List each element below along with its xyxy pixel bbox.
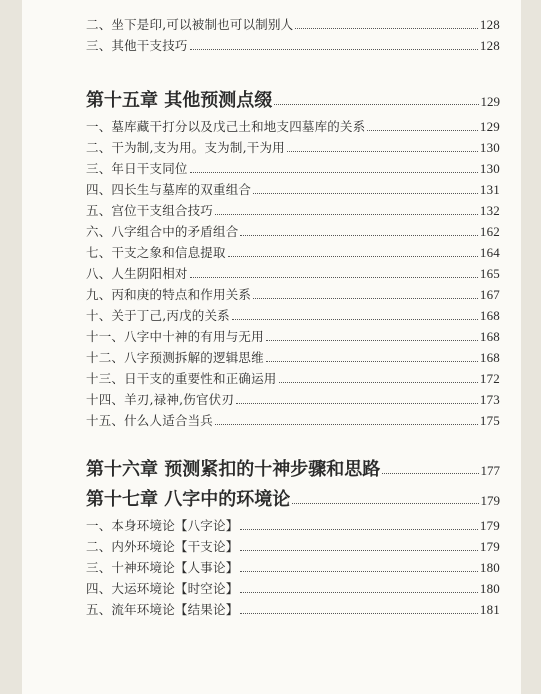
leader-dots [295, 27, 478, 29]
leader-dots [228, 255, 478, 257]
entry-title: 一、本身环境论【八字论】 [86, 518, 239, 533]
toc-entry[interactable] [86, 557, 500, 578]
page-number: 130 [479, 161, 500, 176]
entry-title: 四、大运环境论【时空论】 [86, 581, 239, 596]
page-number: 162 [479, 224, 500, 239]
page-number: 129 [480, 94, 500, 109]
leader-dots [190, 276, 478, 278]
leader-dots [240, 528, 477, 530]
toc-entry[interactable] [86, 221, 500, 242]
toc-chapter-16[interactable] [86, 455, 500, 485]
leader-dots [240, 591, 477, 593]
leader-dots [292, 502, 478, 504]
toc-entry[interactable] [86, 389, 500, 410]
toc-entry[interactable] [86, 263, 500, 284]
toc-entry[interactable] [86, 116, 500, 137]
entry-title: 五、流年环境论【结果论】 [86, 602, 239, 617]
entry-title: 二、干为制,支为用。支为制,干为用 [86, 140, 285, 155]
toc-entry[interactable] [86, 515, 500, 536]
page-number: 180 [479, 581, 500, 596]
page-number: 173 [479, 392, 500, 407]
page-number: 128 [479, 17, 500, 32]
leader-dots [215, 423, 478, 425]
leader-dots [240, 612, 477, 614]
leader-dots [240, 234, 477, 236]
leader-dots [232, 318, 478, 320]
page-number: 128 [479, 38, 500, 53]
page-number: 131 [479, 182, 500, 197]
entry-title: 二、内外环境论【干支论】 [86, 539, 239, 554]
page-number: 172 [479, 371, 500, 386]
entry-title: 五、宫位干支组合技巧 [86, 203, 214, 218]
leader-dots [274, 103, 478, 105]
toc-group-chapter15 [86, 116, 500, 431]
toc-entry[interactable] [86, 242, 500, 263]
page-number: 129 [479, 119, 500, 134]
toc-entry[interactable] [86, 284, 500, 305]
toc-entry[interactable] [86, 368, 500, 389]
page-number: 168 [479, 308, 500, 323]
page-number: 177 [480, 463, 500, 478]
toc-entry[interactable] [86, 347, 500, 368]
toc-group-chapter14-tail [86, 14, 500, 56]
leader-dots [279, 381, 478, 383]
page-number: 179 [480, 493, 500, 508]
page-number: 179 [479, 539, 500, 554]
entry-title: 七、干支之象和信息提取 [86, 245, 226, 260]
leader-dots [190, 48, 478, 50]
entry-title: 四、四长生与墓库的双重组合 [86, 182, 252, 197]
toc-chapter-17[interactable] [86, 485, 500, 515]
leader-dots [240, 570, 477, 572]
toc-entry[interactable] [86, 410, 500, 431]
entry-title: 三、其他干支技巧 [86, 38, 188, 53]
entry-title: 十三、日干支的重要性和正确运用 [86, 371, 277, 386]
toc-group-chapter17 [86, 515, 500, 620]
toc-entry[interactable] [86, 326, 500, 347]
page-number: 130 [479, 140, 500, 155]
entry-title: 二、坐下是印,可以被制也可以制别人 [86, 17, 294, 32]
toc-entry[interactable] [86, 536, 500, 557]
leader-dots [253, 297, 478, 299]
toc-entry[interactable] [86, 578, 500, 599]
page-number: 165 [479, 266, 500, 281]
entry-title: 十四、羊刃,禄神,伤官伏刃 [86, 392, 235, 407]
page-number: 168 [479, 350, 500, 365]
page-number: 167 [479, 287, 500, 302]
page-number: 181 [479, 602, 500, 617]
leader-dots [253, 192, 478, 194]
leader-dots [266, 360, 478, 362]
entry-title: 八、人生阴阳相对 [86, 266, 188, 281]
page-number: 164 [479, 245, 500, 260]
entry-title: 九、丙和庚的特点和作用关系 [86, 287, 252, 302]
toc-entry[interactable] [86, 599, 500, 620]
page-number: 179 [479, 518, 500, 533]
toc-entry[interactable] [86, 200, 500, 221]
toc-entry[interactable] [86, 305, 500, 326]
leader-dots [190, 171, 478, 173]
page-number: 168 [479, 329, 500, 344]
toc-entry[interactable] [86, 14, 500, 35]
toc-entry[interactable] [86, 137, 500, 158]
leader-dots [236, 402, 478, 404]
chapter-title: 第十七章 八字中的环境论 [86, 489, 291, 510]
entry-title: 六、八字组合中的矛盾组合 [86, 224, 239, 239]
page-number: 132 [479, 203, 500, 218]
toc-chapter-15[interactable] [86, 86, 500, 116]
entry-title: 十二、八字预测拆解的逻辑思维 [86, 350, 264, 365]
page-number: 175 [479, 413, 500, 428]
entry-title: 一、墓库藏干打分以及戊己土和地支四墓库的关系 [86, 119, 366, 134]
page-number: 180 [479, 560, 500, 575]
entry-title: 十五、什么人适合当兵 [86, 413, 214, 428]
entry-title: 十、关于丁己,丙戊的关系 [86, 308, 230, 323]
leader-dots [287, 150, 478, 152]
leader-dots [240, 549, 477, 551]
leader-dots [266, 339, 478, 341]
chapter-title: 第十五章 其他预测点缀 [86, 90, 273, 111]
chapter-title: 第十六章 预测紧扣的十神步骤和思路 [86, 459, 381, 480]
table-of-contents [86, 14, 500, 620]
leader-dots [367, 129, 477, 131]
leader-dots [215, 213, 478, 215]
entry-title: 三、十神环境论【人事论】 [86, 560, 239, 575]
leader-dots [382, 472, 478, 474]
entry-title: 三、年日干支同位 [86, 161, 188, 176]
toc-entry[interactable] [86, 35, 500, 56]
entry-title: 十一、八字中十神的有用与无用 [86, 329, 264, 344]
toc-entry[interactable] [86, 158, 500, 179]
toc-entry[interactable] [86, 179, 500, 200]
